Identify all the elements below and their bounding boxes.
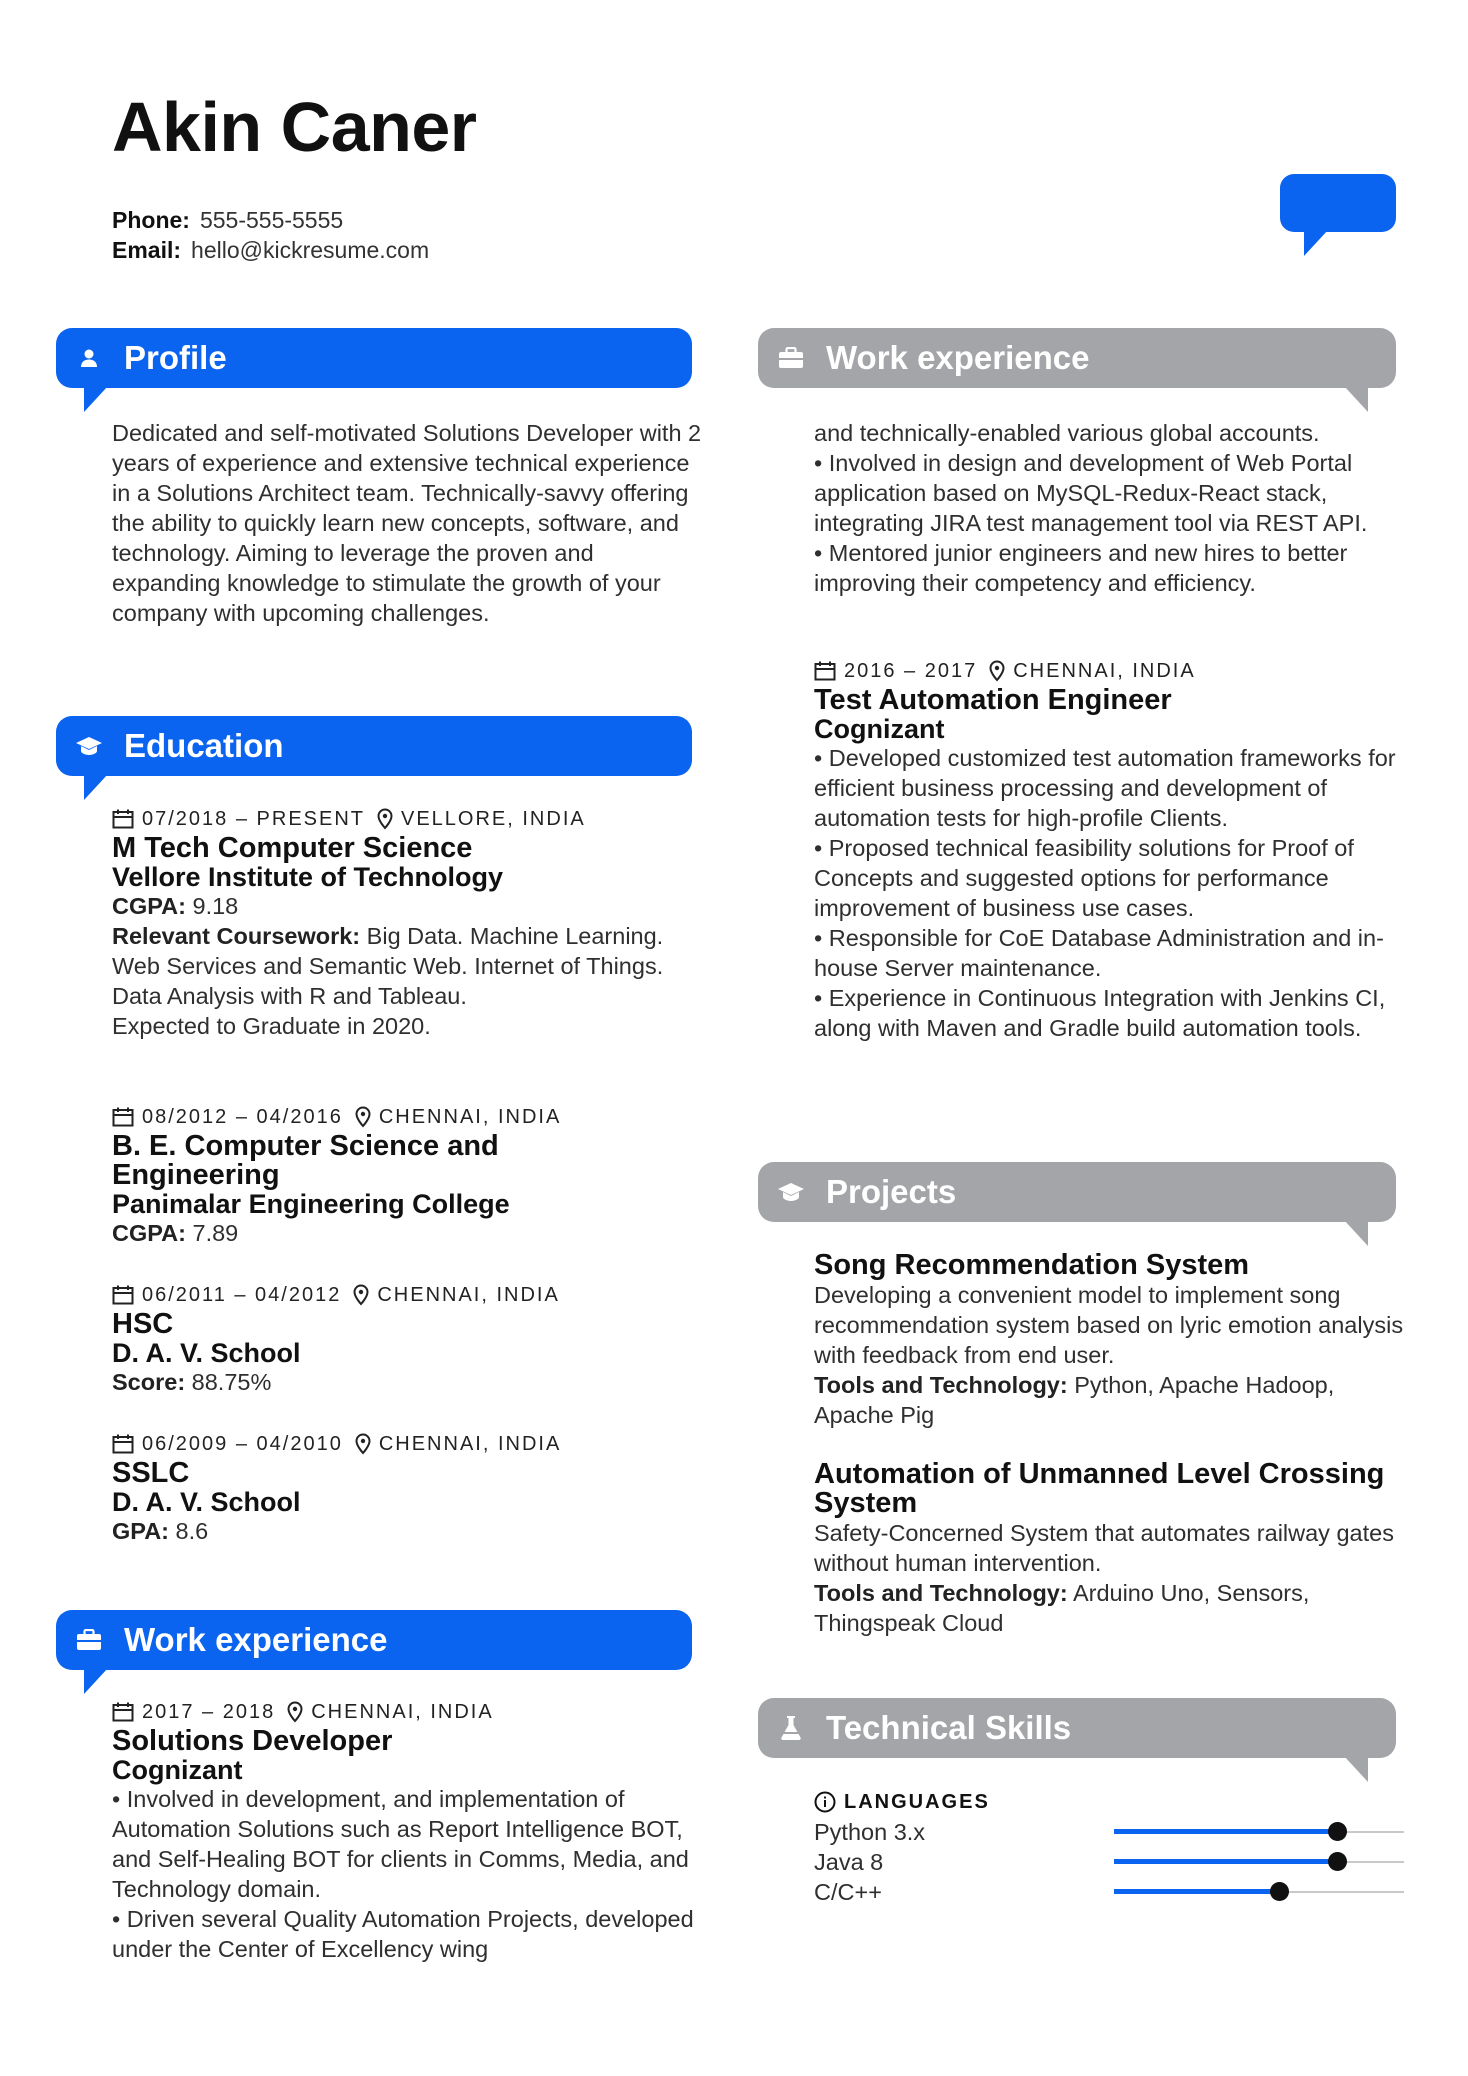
job-title: Test Automation Engineer [814,684,1172,716]
phone-value[interactable]: 555-555-5555 [199,207,344,233]
skills-heading: Technical Skills [826,1709,1072,1746]
education-location: CHENNAI, INDIA [378,1433,562,1455]
section-header-education [56,716,692,776]
work-date: 2017 – 2018 [142,1701,276,1723]
company-name: Cognizant [112,1755,243,1785]
score-label: GPA: [112,1518,170,1544]
tools-label: Tools and Technology: [814,1580,1068,1606]
score-value: 8.6 [169,1518,209,1544]
calendar-icon [112,1434,134,1454]
info-icon [814,1791,836,1813]
job-description: • Developed customized test automation frameworks for efficient business processing and development of automation tests for high-profile Clients. • Proposed technical feasibility solutions for Proof of Concepts and suggested options for performance improvement of business use cases. • Responsible for CoE Database Administration and in-house Server maintenance. • Experience in Continuous Integration with Jenkins CI, along with Maven and Gradle build automation tools. [814,745,1396,1041]
education-item [112,1429,702,1546]
flask-icon [776,1713,806,1743]
degree-title: M Tech Computer Science [112,832,473,864]
calendar-icon [112,1285,134,1305]
company-name: Cognizant [814,714,945,744]
briefcase-icon [776,343,806,373]
education-location: CHENNAI, INDIA [377,1284,560,1306]
phone-label: Phone: [112,207,190,233]
location-pin-icon [355,1106,371,1128]
education-date: 06/2009 – 04/2010 [142,1433,343,1455]
tools-value: Arduino Uno, Sensors, Thingspeak Cloud [814,1580,1310,1636]
score-value: 88.75% [185,1369,272,1395]
section-header-technical-skills [758,1698,1396,1758]
candidate-name: Akin Caner [112,88,477,166]
skill-name: C/C++ [814,1879,882,1905]
speech-bubble-logo [1280,174,1396,232]
skill-level-fill [1114,1829,1337,1834]
calendar-icon [112,809,134,829]
work-heading: Work experience [826,339,1090,376]
institution-name: Vellore Institute of Technology [112,862,504,892]
project-title: Song Recommendation System [814,1249,1250,1281]
project-title: Automation of Unmanned Level Crossing System [814,1458,1385,1519]
tools-label: Tools and Technology: [814,1372,1068,1398]
skill-level-knob [1270,1882,1289,1901]
score-label: CGPA: [112,893,186,919]
work-item [814,656,1404,1043]
section-header-work-experience-continued [758,328,1396,388]
location-pin-icon [989,660,1005,682]
location-pin-icon [353,1284,369,1306]
project-item [814,1460,1404,1638]
score-value: 7.89 [185,1220,239,1246]
user-icon [74,343,104,373]
score-value: 9.18 [185,893,239,919]
section-header-profile [56,328,692,388]
degree-title: SSLC [112,1457,190,1489]
education-meta [112,1102,702,1132]
institution-name: D. A. V. School [112,1487,301,1517]
education-date: 08/2012 – 04/2016 [142,1106,343,1128]
coursework-value: Big Data. Machine Learning. Web Services and Semantic Web. Internet of Things. Data Analysis with R and Tableau. [112,923,664,1009]
work-location: CHENNAI, INDIA [1013,660,1196,682]
skill-level-fill [1114,1859,1337,1864]
education-heading: Education [124,727,284,764]
coursework-label: Relevant Coursework: [112,923,361,949]
location-pin-icon [377,808,393,830]
education-date: 07/2018 – PRESENT [142,808,365,830]
education-meta [112,1280,702,1310]
work-heading: Work experience [124,1621,388,1658]
degree-title: B. E. Computer Science and Engineering [112,1130,499,1191]
skill-name: Python 3.x [814,1819,926,1845]
work-date: 2016 – 2017 [844,660,978,682]
work-meta [112,1697,702,1727]
skills-group [814,1787,1404,1907]
education-item [112,1280,702,1397]
education-location: VELLORE, INDIA [401,808,586,830]
graduation-cap-icon [776,1177,806,1207]
graduation-cap-icon [74,731,104,761]
education-item [112,804,702,1041]
profile-text: Dedicated and self-motivated Solutions Developer with 2 years of experience and extensive technical experience in a Solutions Architect team. Technically-savvy offering the ability to quickly learn new concepts, software, and technology. Aiming to leverage the proven and expanding knowledge to stimulate the growth of your company with upcoming challenges. [112,420,702,626]
skill-level-knob [1328,1852,1347,1871]
education-meta [112,1429,702,1459]
work-meta [814,656,1404,686]
section-header-work-experience [56,1610,692,1670]
skill-level-fill [1114,1889,1279,1894]
education-date: 06/2011 – 04/2012 [142,1284,342,1306]
skill-row [814,1847,1404,1877]
skill-level-bar [1114,1831,1404,1833]
languages-label: LANGUAGES [844,1791,990,1813]
phone-row [112,205,429,235]
education-meta [112,804,702,834]
projects-heading: Projects [826,1173,957,1210]
education-item [112,1102,702,1248]
skill-level-bar [1114,1891,1404,1893]
job-description: • Involved in development, and implementation of Automation Solutions such as Report Intelligence BOT, and Self-Healing BOT for clients in Comms, Media, and Technology domain. • Driven several Quality Automation Projects, developed under the Center of Excellency wing [112,1786,694,1962]
work-location: CHENNAI, INDIA [311,1701,494,1723]
email-label: Email: [112,237,182,263]
skill-level-knob [1328,1822,1347,1841]
tools-value: Python, Apache Hadoop, Apache Pig [814,1372,1335,1428]
project-description: Safety-Concerned System that automates railway gates without human intervention. [814,1520,1394,1576]
calendar-icon [112,1107,134,1127]
institution-name: D. A. V. School [112,1338,301,1368]
skill-row [814,1877,1404,1907]
degree-title: HSC [112,1308,174,1340]
email-value[interactable]: hello@kickresume.com [191,237,430,263]
project-item [814,1251,1404,1430]
skills-group-label [814,1787,1404,1817]
location-pin-icon [355,1433,371,1455]
skill-name: Java 8 [814,1849,884,1875]
calendar-icon [112,1702,134,1722]
job-title: Solutions Developer [112,1725,393,1757]
job-description-continued: and technically-enabled various global accounts. • Involved in design and development of Web Portal application based on MySQL-Redux-React stack, integrating JIRA test management tool via REST API. • Mentored junior engineers and new hires to better improving their competency and efficiency. [814,420,1368,596]
skill-level-bar [1114,1861,1404,1863]
contact-info [112,205,429,265]
briefcase-icon [74,1625,104,1655]
graduation-note: Expected to Graduate in 2020. [112,1013,431,1039]
profile-heading: Profile [124,339,227,376]
work-item [112,1697,702,1964]
email-row [112,235,429,265]
section-header-projects [758,1162,1396,1222]
education-location: CHENNAI, INDIA [378,1106,562,1128]
score-label: CGPA: [112,1220,186,1246]
location-pin-icon [287,1701,303,1723]
institution-name: Panimalar Engineering College [112,1189,510,1219]
skill-row [814,1817,1404,1847]
score-label: Score: [112,1369,186,1395]
calendar-icon [814,661,836,681]
project-description: Developing a convenient model to implement song recommendation system based on lyric emotion analysis with feedback from end user. [814,1282,1404,1368]
